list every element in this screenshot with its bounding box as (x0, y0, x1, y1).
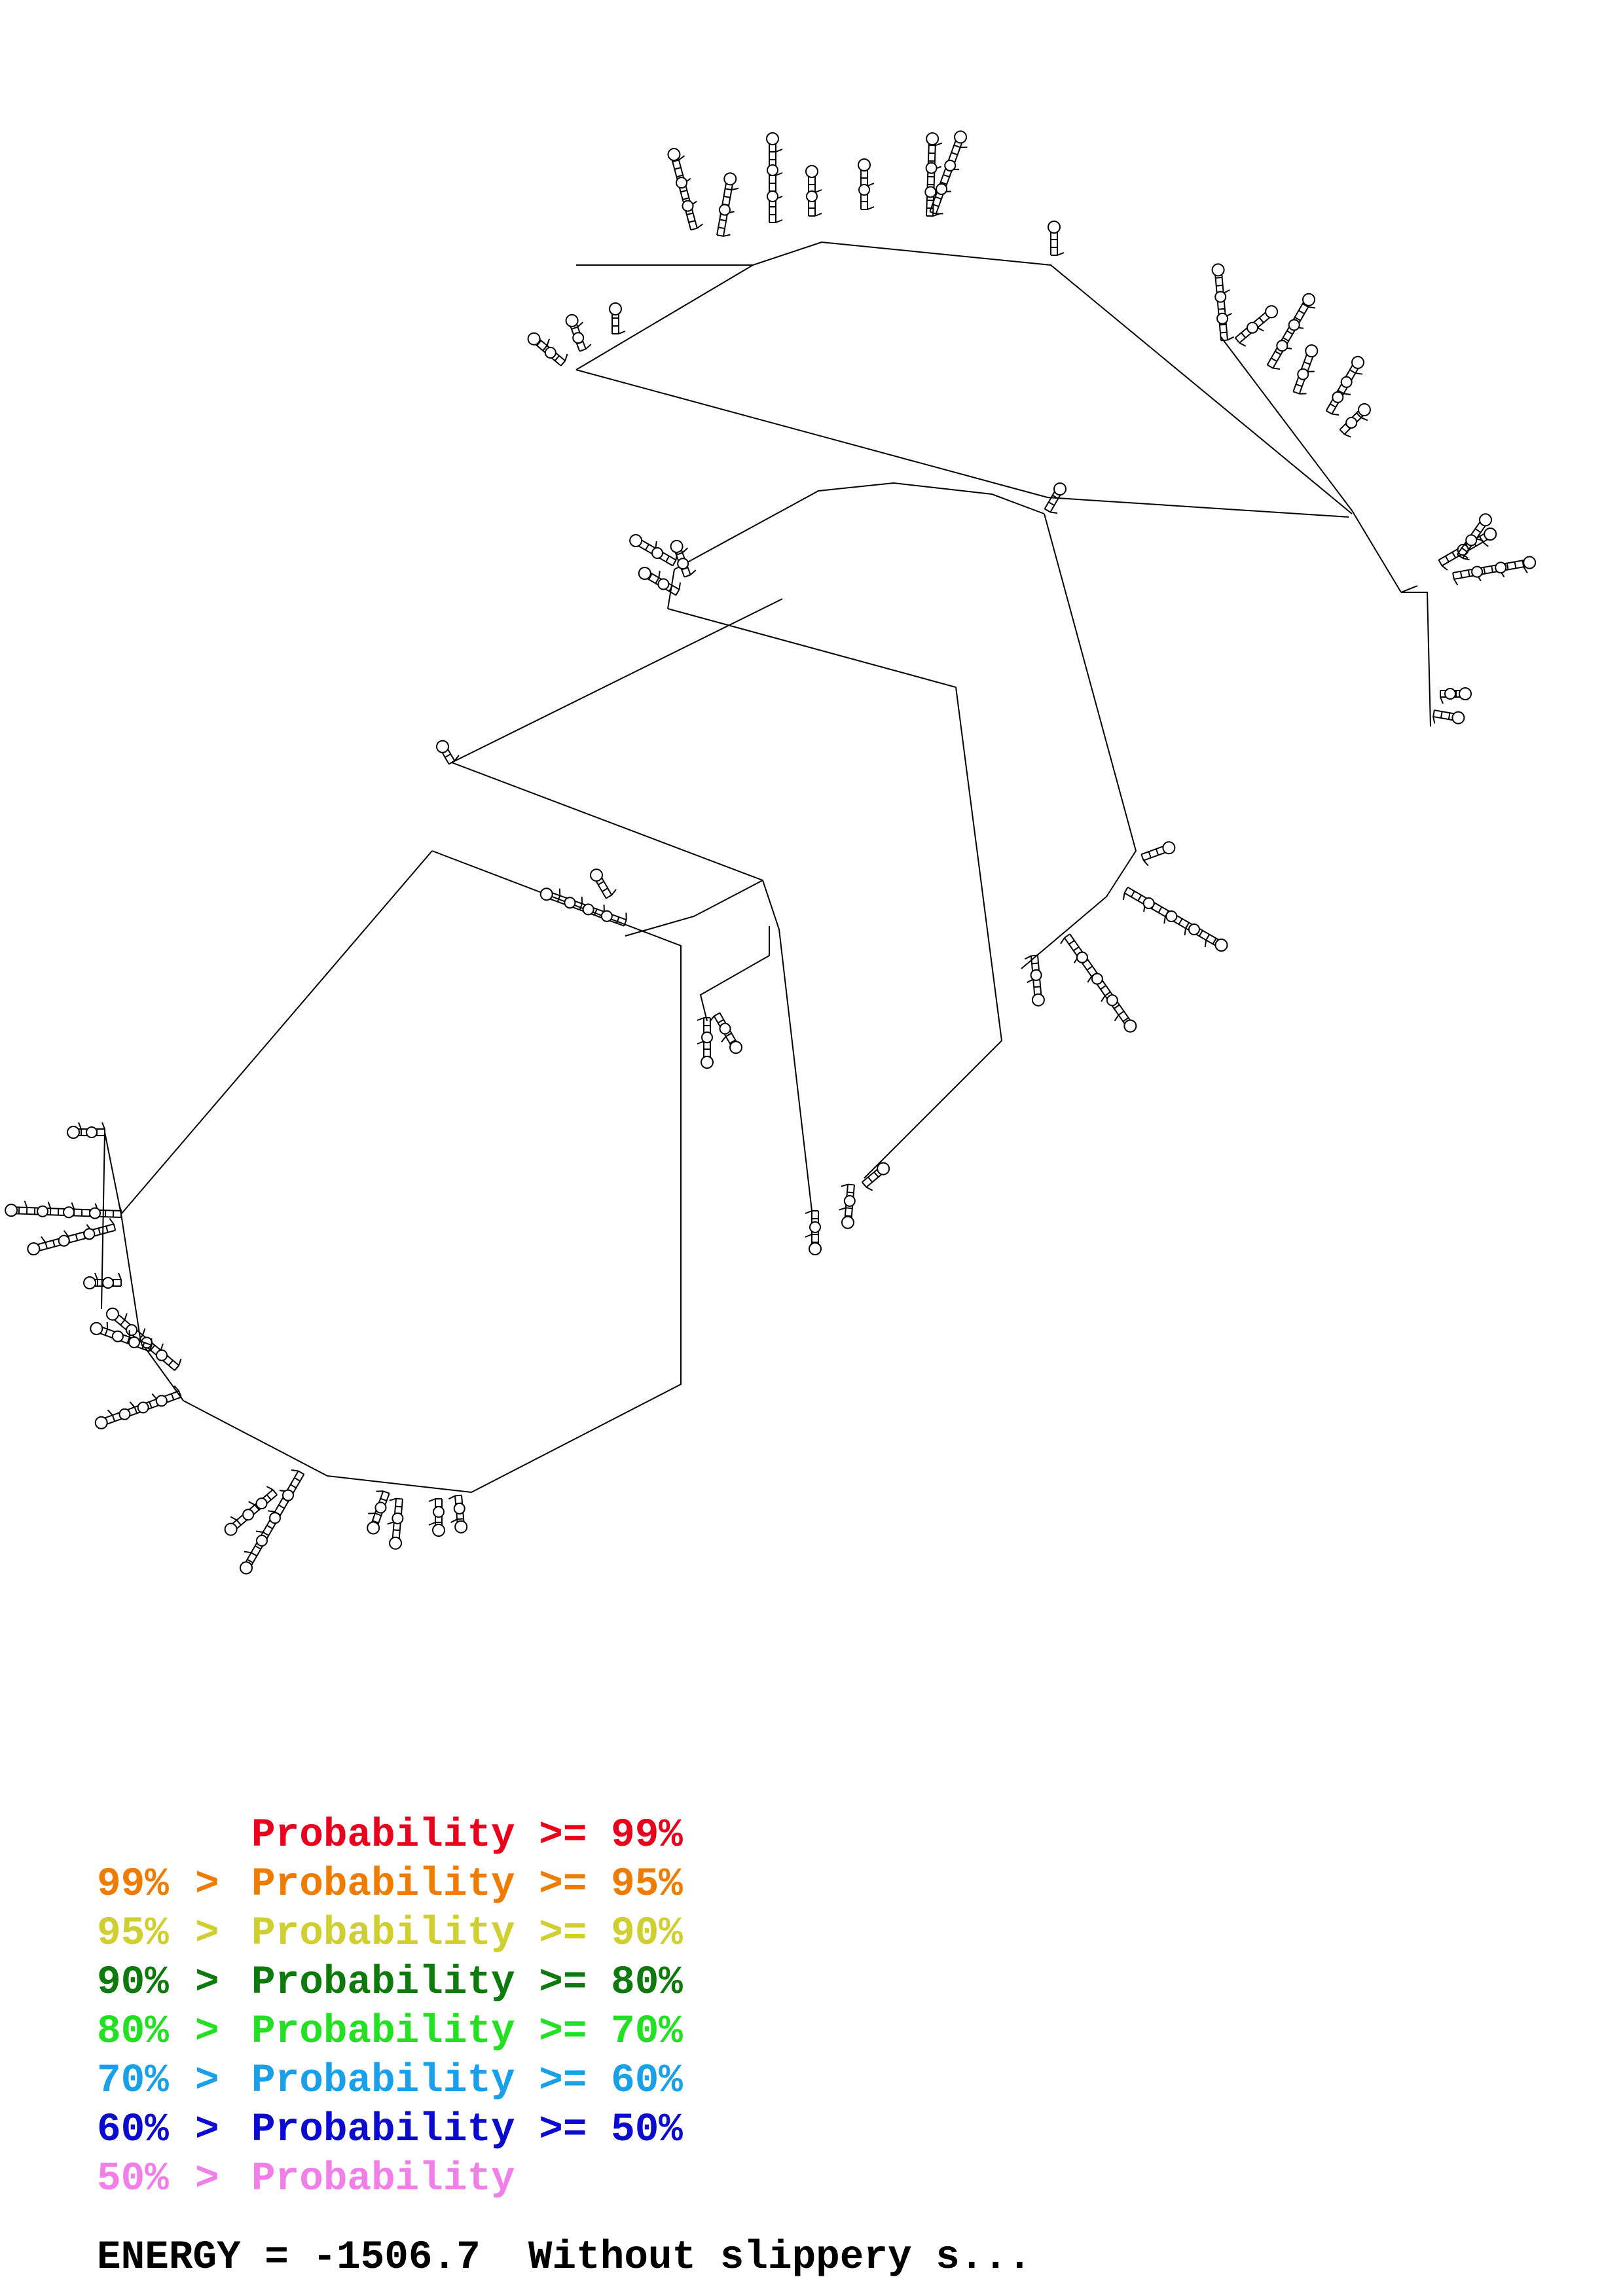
stem-loop (858, 159, 874, 209)
stem-loop-clusters (5, 131, 1535, 1573)
legend-row (97, 2157, 515, 2202)
legend-lower-bound: 50% (97, 2157, 169, 2202)
backbone-right-tail (1401, 592, 1431, 726)
legend-row (97, 2058, 683, 2104)
stem-loop (429, 1499, 445, 1536)
legend-threshold: Probability >= 99% (251, 1813, 683, 1858)
legend-operator: > (195, 1960, 219, 2005)
stem-loop (710, 1013, 742, 1054)
legend-row (97, 2009, 683, 2055)
stem-loop (388, 1499, 403, 1549)
stem-loop (96, 1386, 181, 1429)
legend-row (97, 2108, 683, 2153)
legend-lower-bound: 90% (97, 1960, 169, 2005)
stem-loop (1123, 888, 1228, 951)
backbone-middle-right (1021, 514, 1136, 969)
backbone-middle-arc (674, 483, 1044, 569)
stem-loop (610, 303, 625, 334)
legend-threshold: Probability >= 60% (251, 2058, 683, 2104)
stem-loop (1267, 294, 1315, 369)
stem-loop (1141, 842, 1175, 865)
stem-loop (1453, 557, 1535, 586)
legend-threshold: Probability (251, 2157, 515, 2202)
stem-loop (367, 1491, 390, 1534)
legend-operator: > (195, 1911, 219, 1956)
stem-loop (1235, 306, 1277, 346)
legend-threshold: Probability >= 90% (251, 1911, 683, 1956)
stem-loop (697, 1018, 713, 1068)
stem-loop (240, 1470, 304, 1574)
stem-loop (1439, 528, 1497, 570)
stem-loop (448, 1496, 467, 1533)
stem-loop (839, 1185, 855, 1229)
legend-operator: > (195, 2058, 219, 2104)
backbone-center-loop (452, 599, 812, 1211)
stem-loop (566, 315, 591, 351)
stem-loop (1048, 221, 1064, 255)
legend-threshold: Probability >= 80% (251, 1960, 683, 2005)
backbone-top-arc (576, 242, 1352, 514)
stem-loop (528, 333, 568, 366)
stem-loop (806, 166, 822, 216)
legend-row (97, 1960, 683, 2006)
backbone-center-hook (701, 926, 769, 1021)
legend-threshold: Probability >= 50% (251, 2108, 683, 2153)
legend-lower-bound: 95% (97, 1911, 169, 1956)
stem-loop (717, 173, 739, 236)
backbone-lower-loop (121, 851, 681, 1492)
backbone-right-stub (1401, 586, 1417, 592)
stem-loop (630, 535, 677, 565)
legend-lower-bound: 70% (97, 2058, 169, 2104)
energy-label: ENERGY = -1506.7 Without slippery s... (97, 2235, 1032, 2280)
legend-operator: > (195, 2157, 219, 2202)
stem-loop (90, 1322, 151, 1352)
legend-row (97, 1813, 683, 1859)
stem-loop (1213, 264, 1234, 340)
stem-loop (767, 133, 782, 223)
backbone-top-chord (576, 370, 1349, 517)
stem-loop (1061, 934, 1136, 1031)
legend-row (97, 1911, 683, 1957)
backbone-center-branch (625, 880, 763, 936)
legend-lower-bound: 99% (97, 1862, 169, 1907)
legend-lower-bound: 60% (97, 2108, 169, 2153)
stem-loop (1433, 710, 1464, 724)
backbone-right-diagonal (1221, 337, 1401, 592)
legend-threshold: Probability >= 95% (251, 1862, 683, 1907)
legend-operator: > (195, 2009, 219, 2054)
stem-loop (591, 869, 616, 898)
stem-loop (1326, 357, 1364, 415)
backbone-top-left (576, 265, 753, 370)
legend-operator: > (195, 2108, 219, 2153)
stem-loop (805, 1211, 821, 1255)
legend-lower-bound: 80% (97, 2009, 169, 2054)
stem-loop (1293, 345, 1317, 394)
legend-threshold: Probability >= 70% (251, 2009, 683, 2054)
stem-loop (1440, 688, 1471, 704)
stem-loop (67, 1122, 105, 1138)
legend-operator: > (195, 1862, 219, 1907)
stem-loop (668, 149, 702, 230)
backbone-lines (101, 242, 1431, 1492)
legend-row (97, 1862, 683, 1908)
backbone-lower-right (668, 609, 1002, 1178)
stem-loop (1340, 404, 1370, 437)
